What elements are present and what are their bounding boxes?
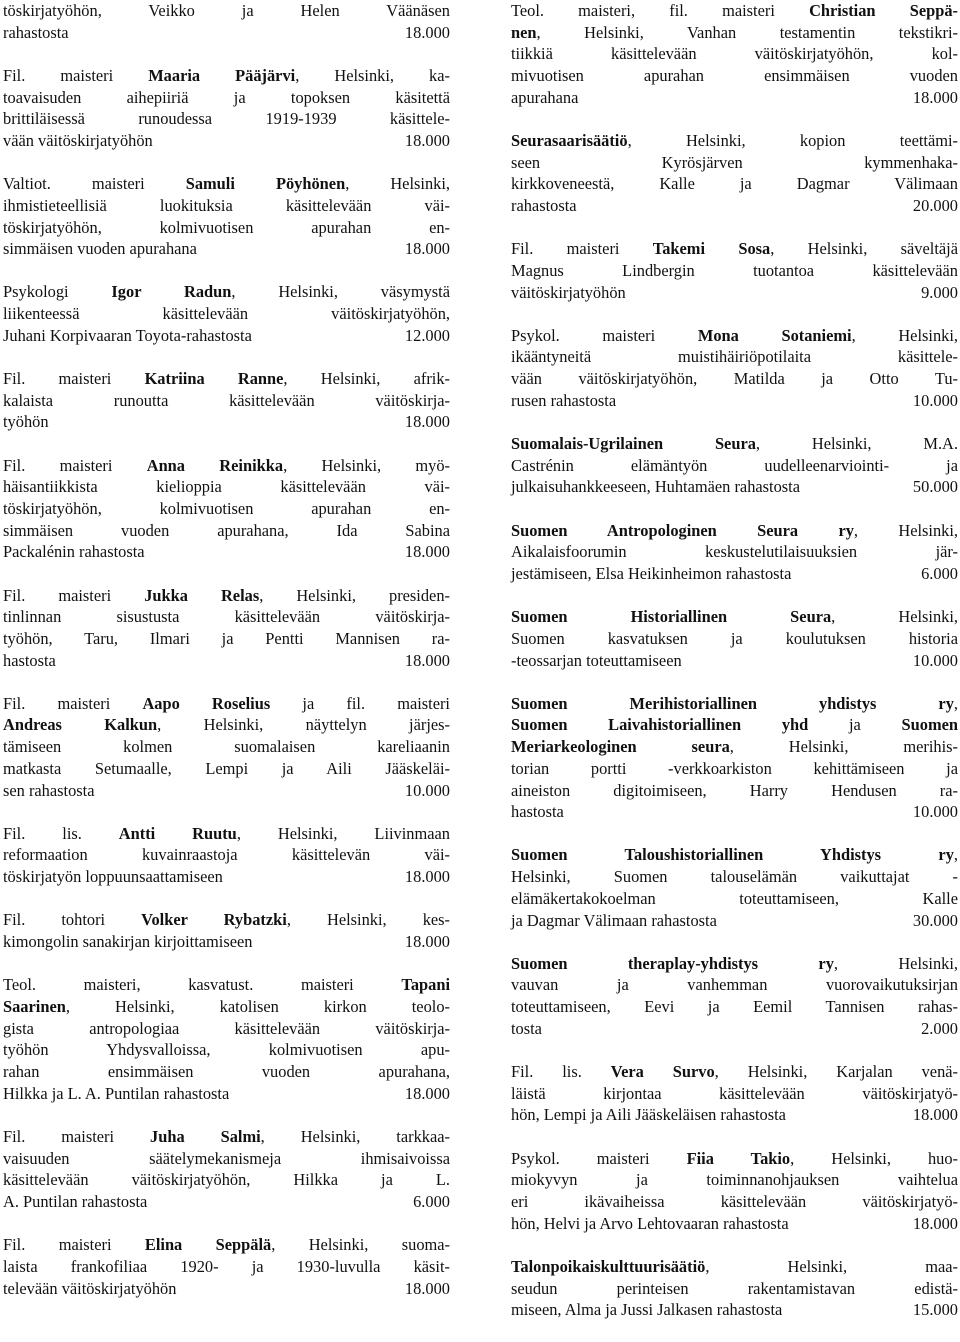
grant-entry-line: vauvan ja vanhemman vuorovaikutuksirjan xyxy=(511,975,958,995)
grant-entry-last-line xyxy=(3,238,450,260)
grant-text: työhön xyxy=(3,412,49,432)
grant-entry-line: ihmistieteellisiä luokituksia käsittelevään väi- xyxy=(3,195,450,215)
grant-entry-last-line xyxy=(3,130,450,152)
grant-entry-line: Suomen theraplay-yhdistys ry, Helsinki, xyxy=(511,953,958,973)
grant-entry xyxy=(511,520,958,585)
grant-amount: 15.000 xyxy=(912,1300,958,1320)
grant-text: vään väitöskirjatyöhön xyxy=(3,130,153,150)
grant-entry-last-line xyxy=(3,325,450,347)
grant-entry-line: toteuttamiseen, Eevi ja Eemil Tannisen rahas- xyxy=(511,997,958,1017)
grant-text: hön, Helvi ja Arvo Lehtovaaran rahastosta xyxy=(511,1213,789,1233)
grant-entry-last-line xyxy=(3,650,450,672)
grant-entry-line: vaisuuden säätelymekanismeja ihmisaivoissa xyxy=(3,1148,450,1168)
grant-entry xyxy=(3,65,450,152)
grant-amount: 18.000 xyxy=(404,867,450,887)
grant-entry-line: Fil. maisteri Anna Reinikka, Helsinki, myö- xyxy=(3,455,450,475)
grant-entry-line: elämäkertakokoelman toteuttamiseen, Kalle xyxy=(511,888,958,908)
grant-entry-line: gista antropologiaa käsittelevään väitöskirja- xyxy=(3,1018,450,1038)
grant-entry xyxy=(511,130,958,217)
grant-text: apurahana xyxy=(511,87,579,107)
grant-text: A. Puntilan rahastosta xyxy=(3,1191,148,1211)
grant-amount: 18.000 xyxy=(404,542,450,562)
grant-entry-line: Fil. maisteri Elina Seppälä, Helsinki, suoma- xyxy=(3,1235,450,1255)
grant-entry-line: simmäisen vuoden apurahana, Ida Sabina xyxy=(3,520,450,540)
grant-entry xyxy=(511,844,958,931)
grant-entry xyxy=(511,1061,958,1126)
grant-entry-line: matkasta Setumaalle, Lempi ja Aili Jääskeläi- xyxy=(3,758,450,778)
grant-entry-last-line xyxy=(3,1083,450,1105)
grant-entry-line: työhön Yhdysvalloissa, kolmivuotisen apu- xyxy=(3,1040,450,1060)
grant-entry xyxy=(3,368,450,433)
grant-amount: 10.000 xyxy=(912,802,958,822)
grant-entry-line: Suomen kasvatuksen ja koulutuksen historia xyxy=(511,628,958,648)
grant-text: hastosta xyxy=(3,650,56,670)
grant-entry-line: vään väitöskirjatyöhön, Matilda ja Otto Tu- xyxy=(511,369,958,389)
grant-entry xyxy=(3,823,450,888)
grant-entry-line: Suomen Merihistoriallinen yhdistys ry, xyxy=(511,693,958,713)
grant-amount: 18.000 xyxy=(912,1105,958,1125)
grant-entry-line: Saarinen, Helsinki, katolisen kirkon teolo- xyxy=(3,996,450,1016)
grant-entry-line: Fil. maisteri Takemi Sosa, Helsinki, säveltäjä xyxy=(511,239,958,259)
grant-amount: 10.000 xyxy=(912,390,958,410)
grant-entry xyxy=(511,325,958,412)
grant-text: -teossarjan toteuttamiseen xyxy=(511,650,682,670)
grant-entry-last-line xyxy=(511,1213,958,1235)
grant-entry-last-line xyxy=(511,390,958,412)
grant-entry-line: Talonpoikaiskulttuurisäätiö, Helsinki, maa- xyxy=(511,1256,958,1276)
grant-entry-line: kirkkoveneestä, Kalle ja Dagmar Välimaan xyxy=(511,174,958,194)
right-column xyxy=(511,0,958,1342)
grant-entry-line: Aikalaisfoorumin keskustelutilaisuuksien jär- xyxy=(511,542,958,562)
grant-entry-line: Suomen Antropologinen Seura ry, Helsinki, xyxy=(511,520,958,540)
grant-text: tosta xyxy=(511,1018,542,1038)
grant-entry xyxy=(3,585,450,672)
grant-amount: 18.000 xyxy=(404,22,450,42)
grant-amount: 18.000 xyxy=(404,130,450,150)
grant-entry-line: tinlinnan sisustusta käsittelevään väitöskirja- xyxy=(3,607,450,627)
grant-entry-line: torian portti -verkkoarkiston kehittämiseen ja xyxy=(511,758,958,778)
grant-entry-line: Fil. maisteri Jukka Relas, Helsinki, presiden- xyxy=(3,585,450,605)
grant-entry xyxy=(3,455,450,563)
grant-text: Juhani Korpivaaran Toyota-rahastosta xyxy=(3,325,252,345)
grant-amount: 18.000 xyxy=(404,1083,450,1103)
grant-amount: 18.000 xyxy=(404,1278,450,1298)
grant-entry xyxy=(511,433,958,498)
grant-entry-line: seen Kyrösjärven kymmenhaka- xyxy=(511,152,958,172)
grant-entry-line: Fil. maisteri Maaria Pääjärvi, Helsinki, ka- xyxy=(3,65,450,85)
grant-entry-last-line xyxy=(511,910,958,932)
grant-amount: 18.000 xyxy=(404,932,450,952)
grant-entry-last-line xyxy=(3,1191,450,1213)
grant-entry-line: Helsinki, Suomen talouselämän vaikuttajat - xyxy=(511,867,958,887)
grant-amount: 18.000 xyxy=(912,87,958,107)
grant-entry xyxy=(3,974,450,1104)
grant-entry-line: käsittelevään väitöskirjatyöhön, Hilkka ja L. xyxy=(3,1170,450,1190)
grant-entry-last-line xyxy=(3,780,450,802)
grant-entry-line: Fil. maisteri Katriina Ranne, Helsinki, afrik- xyxy=(3,369,450,388)
grant-entry xyxy=(3,693,450,801)
grant-entry-line: toavaisuden aihepiiriä ja topoksen käsitettä xyxy=(3,87,450,107)
grant-amount: 6.000 xyxy=(921,564,958,584)
grant-entry xyxy=(511,1256,958,1321)
grant-amount: 18.000 xyxy=(404,412,450,432)
grant-entry-line: Fil. tohtori Volker Rybatzki, Helsinki, kes- xyxy=(3,910,450,930)
grant-entry-last-line xyxy=(511,563,958,585)
grant-entry-line: Valtiot. maisteri Samuli Pöyhönen, Helsinki, xyxy=(3,174,450,194)
grant-entry-last-line xyxy=(511,1018,958,1040)
grant-amount: 10.000 xyxy=(404,780,450,800)
grant-entry-line: Castrénin elämäntyön uudelleenarviointi- ja xyxy=(511,455,958,475)
grant-entry xyxy=(3,173,450,260)
grant-entry-line: työhön, Taru, Ilmari ja Pentti Mannisen ra- xyxy=(3,628,450,648)
grant-entry-line: mivuotisen apurahan ensimmäisen vuoden xyxy=(511,66,958,86)
grant-entry-last-line xyxy=(511,1299,958,1321)
grant-text: julkaisuhankkeeseen, Huhtamäen rahastosta xyxy=(511,477,801,497)
grant-entry xyxy=(3,1126,450,1213)
grant-entry-last-line xyxy=(511,1104,958,1126)
grant-entry-line: aineiston digitoimiseen, Harry Hendusen ra- xyxy=(511,780,958,800)
grant-text: väitöskirjatyöhön xyxy=(511,282,626,302)
grant-entry-last-line xyxy=(3,1278,450,1300)
grant-text: jestämiseen, Elsa Heikinheimon rahastosta xyxy=(511,564,792,584)
grant-amount: 12.000 xyxy=(404,325,450,345)
grant-entry-line: eri ikävaiheissa käsittelevään väitöskirjatyö- xyxy=(511,1191,958,1211)
grant-entry xyxy=(511,0,958,108)
grant-entry-last-line xyxy=(3,931,450,953)
grant-text: simmäisen vuoden apurahana xyxy=(3,239,197,259)
grant-entry xyxy=(3,281,450,346)
grant-entry xyxy=(511,606,958,671)
grant-text: rahastosta xyxy=(3,22,69,42)
grant-entry-line: Psykologi Igor Radun, Helsinki, väsymystä xyxy=(3,282,450,302)
grant-entry-line: Teol. maisteri, kasvatust. maisteri Tapani xyxy=(3,975,450,995)
grant-text: hön, Lempi ja Aili Jääskeläisen rahastosta xyxy=(511,1105,786,1125)
grant-entry xyxy=(511,953,958,1040)
grant-amount: 6.000 xyxy=(413,1191,450,1211)
grant-entry-line: reformaation kuvainraastoja käsittelevän väi- xyxy=(3,845,450,865)
grant-entry-line: Fil. maisteri Juha Salmi, Helsinki, tarkkaa- xyxy=(3,1126,450,1146)
grant-entry-line: töskirjatyöhön, kolmivuotisen apurahan en- xyxy=(3,498,450,518)
grant-entry xyxy=(3,1234,450,1299)
grant-entry-line: Psykol. maisteri Mona Sotaniemi, Helsinki, xyxy=(511,325,958,345)
grant-text: ja Dagmar Välimaan rahastosta xyxy=(511,910,717,930)
grant-entry-line: liikenteessä käsittelevään väitöskirjatyöhön, xyxy=(3,304,450,324)
grant-amount: 50.000 xyxy=(912,477,958,497)
grant-entry-line: tiikkiä käsittelevään väitöskirjatyöhön, kol- xyxy=(511,44,958,64)
grant-text: televään väitöskirjatyöhön xyxy=(3,1278,177,1298)
grant-entry-line: seudun perinteisen rakentamistavan edistä- xyxy=(511,1278,958,1298)
grant-entry-line: häisantiikkista kielioppia käsittelevään väi- xyxy=(3,477,450,497)
grant-entry-last-line xyxy=(3,866,450,888)
grant-entry xyxy=(511,238,958,303)
grant-entry-last-line xyxy=(511,195,958,217)
grant-amount: 18.000 xyxy=(404,650,450,670)
grant-text: rahastosta xyxy=(511,196,577,216)
grant-entry xyxy=(3,0,450,43)
grant-entry-line: läistä kirjontaa käsittelevään väitöskirjatyö- xyxy=(511,1083,958,1103)
grant-entry-line: laista frankofiliaa 1920- ja 1930-luvulla käsit- xyxy=(3,1256,450,1276)
grant-amount: 10.000 xyxy=(912,650,958,670)
grant-entry-last-line xyxy=(511,476,958,498)
grant-text: töskirjatyön loppuunsaattamiseen xyxy=(3,867,223,887)
grant-text: kimongolin sanakirjan kirjoittamiseen xyxy=(3,932,253,952)
grant-amount: 18.000 xyxy=(912,1213,958,1233)
grant-entry-line: Suomen Historiallinen Seura, Helsinki, xyxy=(511,607,958,627)
grant-entry-line: Fil. lis. Antti Ruutu, Helsinki, Liivinmaan xyxy=(3,823,450,843)
grant-entry xyxy=(511,1148,958,1235)
grant-text: Packalénin rahastosta xyxy=(3,542,145,562)
grant-amount: 20.000 xyxy=(912,196,958,216)
grant-amount: 18.000 xyxy=(404,239,450,259)
grant-text: Hilkka ja L. A. Puntilan rahastosta xyxy=(3,1083,230,1103)
grant-entry-line: Teol. maisteri, fil. maisteri Christian Seppä- xyxy=(511,1,958,20)
grant-text: sen rahastosta xyxy=(3,780,95,800)
grant-entry-line: Seurasaarisäätiö, Helsinki, kopion teettämi- xyxy=(511,130,958,150)
grant-entry-line: miokyvyn ja toiminnanohjauksen vaihtelua xyxy=(511,1170,958,1190)
grant-amount: 2.000 xyxy=(921,1018,958,1038)
grant-entry-line: Magnus Lindbergin tuotantoa käsittelevään xyxy=(511,260,958,280)
grant-entry-line: Meriarkeologinen seura, Helsinki, merihis- xyxy=(511,737,958,757)
grant-entry xyxy=(511,693,958,823)
grant-text: rusen rahastosta xyxy=(511,390,617,410)
grant-entry-line: nen, Helsinki, Vanhan testamentin tekstikri- xyxy=(511,22,958,42)
grant-entry-last-line xyxy=(511,650,958,672)
grant-entry-line: töskirjatyöhön, kolmivuotisen apurahan en- xyxy=(3,217,450,237)
left-column xyxy=(3,0,450,1321)
grant-entry-last-line xyxy=(3,541,450,563)
grant-entry-line: brittiläisessä runoudessa 1919-1939 käsittele- xyxy=(3,109,450,129)
grant-entry-last-line xyxy=(511,282,958,304)
grant-text: hastosta xyxy=(511,802,564,822)
grant-entry xyxy=(3,909,450,952)
grant-entry-line: Andreas Kalkun, Helsinki, näyttelyn järjes- xyxy=(3,715,450,735)
grant-entry-line: Suomen Taloushistoriallinen Yhdistys ry, xyxy=(511,845,958,865)
grant-entry-line: Fil. maisteri Aapo Roselius ja fil. maisteri xyxy=(3,693,450,713)
grant-amount: 9.000 xyxy=(921,282,958,302)
grant-entry-line: ikääntyneitä muistihäiriöpotilaita käsittele- xyxy=(511,347,958,367)
grant-entry-line: töskirjatyöhön, Veikko ja Helen Väänäsen xyxy=(3,1,450,20)
grant-entry-line: Suomalais-Ugrilainen Seura, Helsinki, M.A. xyxy=(511,434,958,454)
grant-amount: 30.000 xyxy=(912,910,958,930)
grant-entry-last-line xyxy=(3,411,450,433)
grant-text: miseen, Alma ja Jussi Jalkasen rahastosta xyxy=(511,1300,783,1320)
grant-entry-last-line xyxy=(3,22,450,44)
grant-entry-last-line xyxy=(511,87,958,109)
grant-entry-line: Suomen Laivahistoriallinen yhd ja Suomen xyxy=(511,715,958,735)
grant-entry-line: kalaista runoutta käsittelevään väitöskirja- xyxy=(3,390,450,410)
grant-entry-line: Psykol. maisteri Fiia Takio, Helsinki, huo- xyxy=(511,1148,958,1168)
grant-entry-last-line xyxy=(511,801,958,823)
grant-entry-line: tämiseen kolmen suomalaisen kareliaanin xyxy=(3,737,450,757)
grant-entry-line: rahan ensimmäisen vuoden apurahana, xyxy=(3,1061,450,1081)
grant-entry-line: Fil. lis. Vera Survo, Helsinki, Karjalan venä- xyxy=(511,1061,958,1081)
